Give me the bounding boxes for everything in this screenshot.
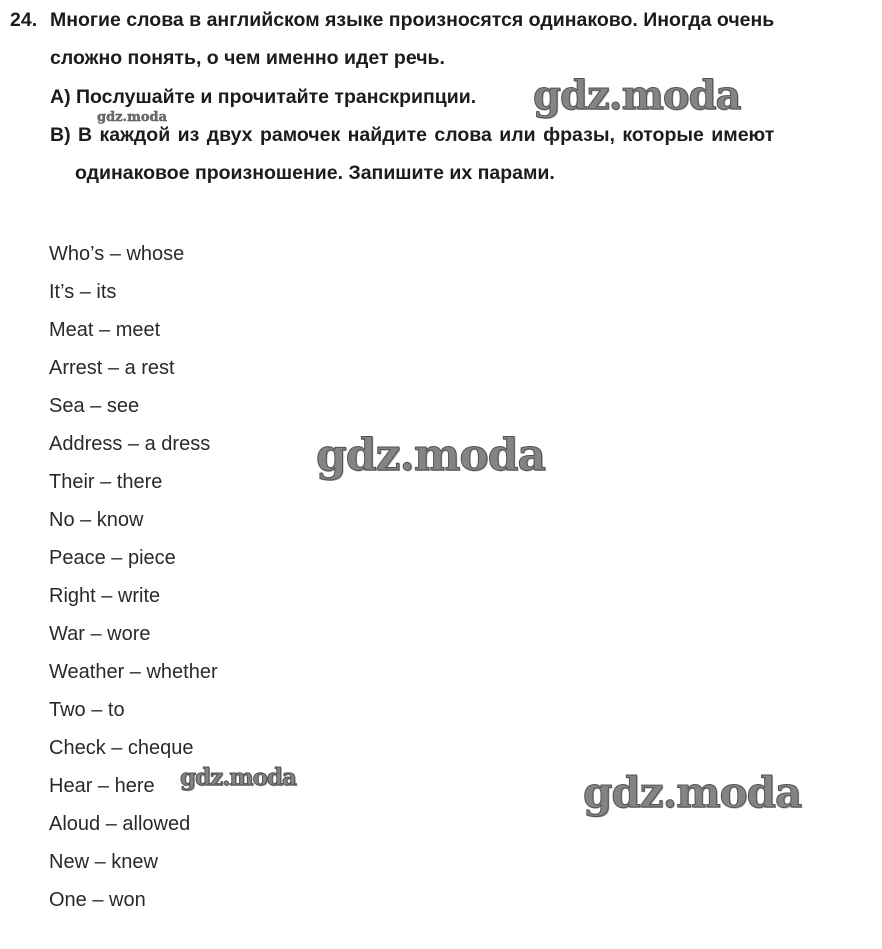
answer-pair: War – wore: [49, 623, 151, 645]
answer-pair: Arrest – a rest: [49, 357, 175, 379]
answer-pair: Their – there: [49, 471, 163, 493]
answer-pair: Who’s – whose: [49, 243, 185, 265]
watermark: gdz.moda: [316, 430, 546, 481]
answer-pair: No – know: [49, 509, 144, 531]
answer-pair: One – won: [49, 889, 146, 911]
watermark: gdz.moda: [583, 768, 802, 817]
answer-list: [49, 235, 218, 919]
answer-pair: Meat – meet: [49, 319, 161, 341]
answer-pair: It’s – its: [49, 281, 117, 303]
task-line-1: Многие слова в английском языке произносятся одинаково. Иногда очень: [50, 9, 775, 31]
answer-pair: Sea – see: [49, 395, 140, 417]
answer-pair: Aloud – allowed: [49, 813, 191, 835]
answer-pair: Weather – whether: [49, 661, 218, 683]
answer-pair: Hear – here: [49, 775, 155, 797]
answer-pair: Address – a dress: [49, 433, 211, 455]
answer-pair: Right – write: [49, 585, 161, 607]
task-line-2: сложно понять, о чем именно идет речь.: [50, 47, 445, 69]
task-part-b-continued: одинаковое произношение. Запишите их парами.: [75, 162, 555, 184]
answer-pair: New – knew: [49, 851, 158, 873]
watermark: gdz.moda: [533, 72, 741, 119]
task-number: 24.: [10, 9, 38, 31]
task-part-a: A) Послушайте и прочитайте транскрипции.: [50, 86, 477, 108]
answer-pair: Peace – piece: [49, 547, 176, 569]
watermark: gdz.moda: [97, 110, 168, 125]
answer-pair: Two – to: [49, 699, 125, 721]
task-heading: [10, 8, 774, 32]
watermark: gdz.moda: [180, 764, 296, 791]
task-part-b: B) В каждой из двух рамочек найдите слова или фразы, которые имеют: [50, 124, 775, 146]
answer-pair: Check – cheque: [49, 737, 194, 759]
